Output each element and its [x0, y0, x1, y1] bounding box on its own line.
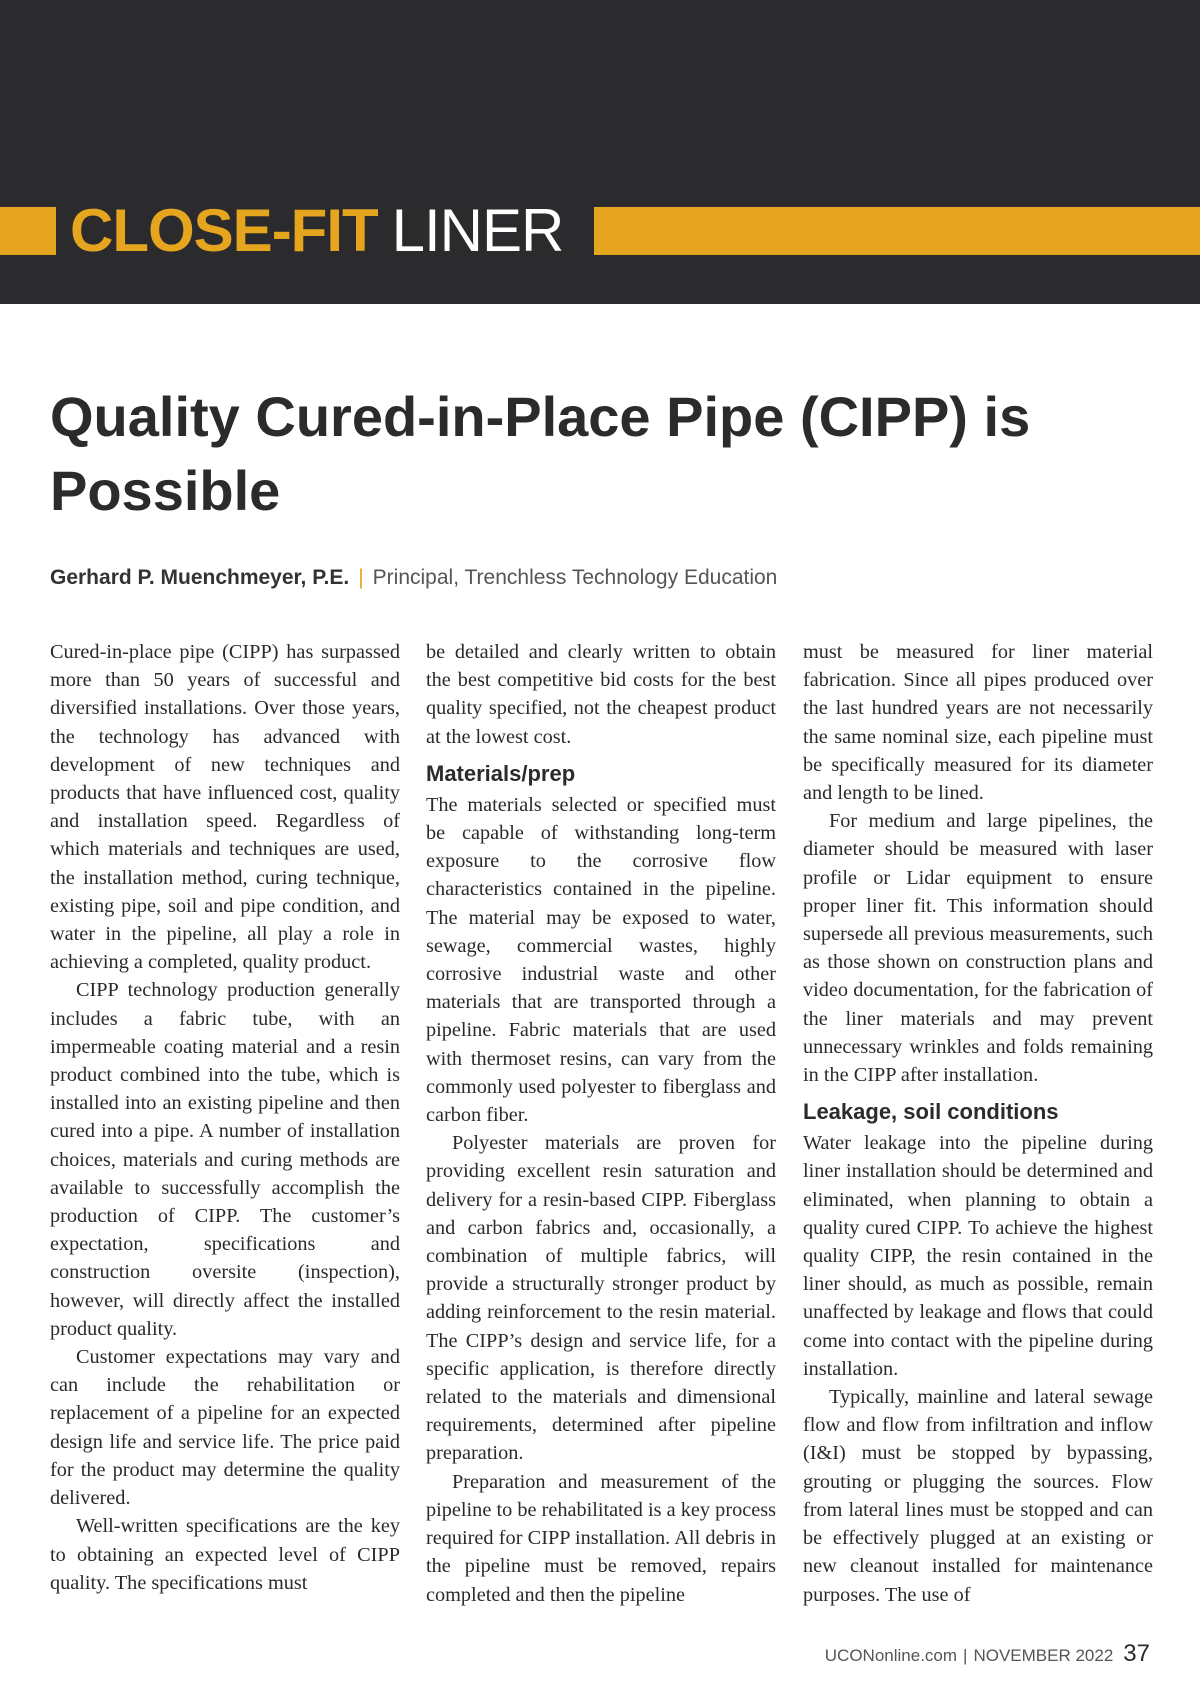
author-name: Gerhard P. Muenchmeyer, P.E. [50, 566, 350, 589]
paragraph: Preparation and measurement of the pipeline to be rehabilitated is a key process required for CIPP installation. All debris in the pipeline must be removed, repairs completed and then the pipeline [426, 1470, 776, 1606]
paragraph: be detailed and clearly written to obtain the best competitive bid costs for the best quality specified, not the cheapest product at the lowest cost. [426, 641, 776, 748]
footer-site: UCONonline.com [824, 1646, 958, 1665]
article-title: Quality Cured-in-Place Pipe (CIPP) is Possible [50, 385, 1031, 522]
text-column-2 [426, 638, 776, 1609]
footer-issue: NOVEMBER 2022 [973, 1646, 1114, 1665]
author-role: Principal, Trenchless Technology Education [372, 566, 778, 589]
page-number: 37 [1123, 1640, 1150, 1667]
paragraph: CIPP technology production generally includes a fabric tube, with an impermeable coating material and a resin product combined into the tube, which is installed into an existing pipeline and then cured into a pipe. A number of installation choices, materials and curing methods are available to successfully accomplish the production of CIPP. The customer’s expectation, specifications and construction oversite (inspection), however, will directly affect the installed product quality. [50, 979, 400, 1340]
byline-separator: | [358, 566, 364, 589]
byline [50, 566, 777, 590]
section-label-accent: CLOSE-FIT [70, 197, 378, 264]
paragraph: Polyester materials are proven for providing excellent resin saturation and delivery for a resin-based CIPP. Fiberglass and carbon fabrics and, occasionally, a combination of multiple fabrics, will provide a structurally stronger product by adding reinforcement to the resin material. The CIPP’s design and service life, for a specific application, is therefore directly related to the materials and dimensional requirements, determined after pipeline preparation. [426, 1132, 776, 1465]
footer-separator: | [963, 1646, 968, 1665]
text-column-3 [803, 638, 1153, 1609]
section-label-plain: LINER [391, 197, 564, 264]
text-column-1 [50, 638, 400, 1597]
paragraph: Water leakage into the pipeline during liner installation should be determined and eliminated, when planning to obtain a quality cured CIPP. To achieve the highest quality CIPP, the resin contained in the liner should, as much as possible, remain unaffected by leakage and flows that could come into contact with the pipeline during installation. [803, 1132, 1153, 1380]
paragraph: Typically, mainline and lateral sewage flow and flow from infiltration and inflow (I&I) must be stopped by bypassing, grouting or plugging the sources. Flow from lateral lines must be stopped and can be effectively plugged at an existing or new cleanout installed for maintenance purposes. The use of [803, 1386, 1153, 1606]
subheading-leakage-soil: Leakage, soil conditions [803, 1099, 1059, 1125]
paragraph: Well-written specifications are the key to obtaining an expected level of CIPP quality. The specifications must [50, 1515, 400, 1594]
section-label [70, 196, 563, 266]
subheading-materials-prep: Materials/prep [426, 760, 576, 786]
paragraph: The materials selected or specified must be capable of withstanding long-term exposure to the corrosive flow characteristics contained in the pipeline. The material may be exposed to water, sewage, commercial wastes, highly corrosive industrial waste and other materials that are transported through a pipeline. Fabric materials that are used with thermoset resins, can vary from the commonly used polyester to fiberglass and carbon fiber. [426, 793, 776, 1127]
accent-bar-left [0, 207, 56, 255]
paragraph: Cured-in-place pipe (CIPP) has surpassed more than 50 years of successful and diversified installations. Over those years, the technology has advanced with development of new techniques and products that have influenced cost, quality and installation speed. Regardless of which materials and techniques are used, the installation method, curing technique, existing pipe, soil and pipe condition, and water in the pipeline, all play a role in achieving a completed, quality product. [50, 641, 400, 974]
accent-bar-right [594, 207, 1200, 255]
page-footer [825, 1640, 1150, 1668]
paragraph: must be measured for liner material fabrication. Since all pipes produced over the last hundred years are not necessarily the same nominal size, each pipeline must be specifically measured for its diameter and length to be lined. [803, 641, 1153, 805]
paragraph: Customer expectations may vary and can include the rehabilitation or replacement of a pipeline for an expected design life and service life. The price paid for the product may determine the quality delivered. [50, 1346, 400, 1510]
paragraph: For medium and large pipelines, the diameter should be measured with laser profile or Lidar equipment to ensure proper liner fit. This information should supersede all previous measurements, such as those shown on construction plans and video documentation, for the fabrication of the liner materials and may prevent unnecessary wrinkles and folds remaining in the CIPP after installation. [803, 810, 1153, 1087]
